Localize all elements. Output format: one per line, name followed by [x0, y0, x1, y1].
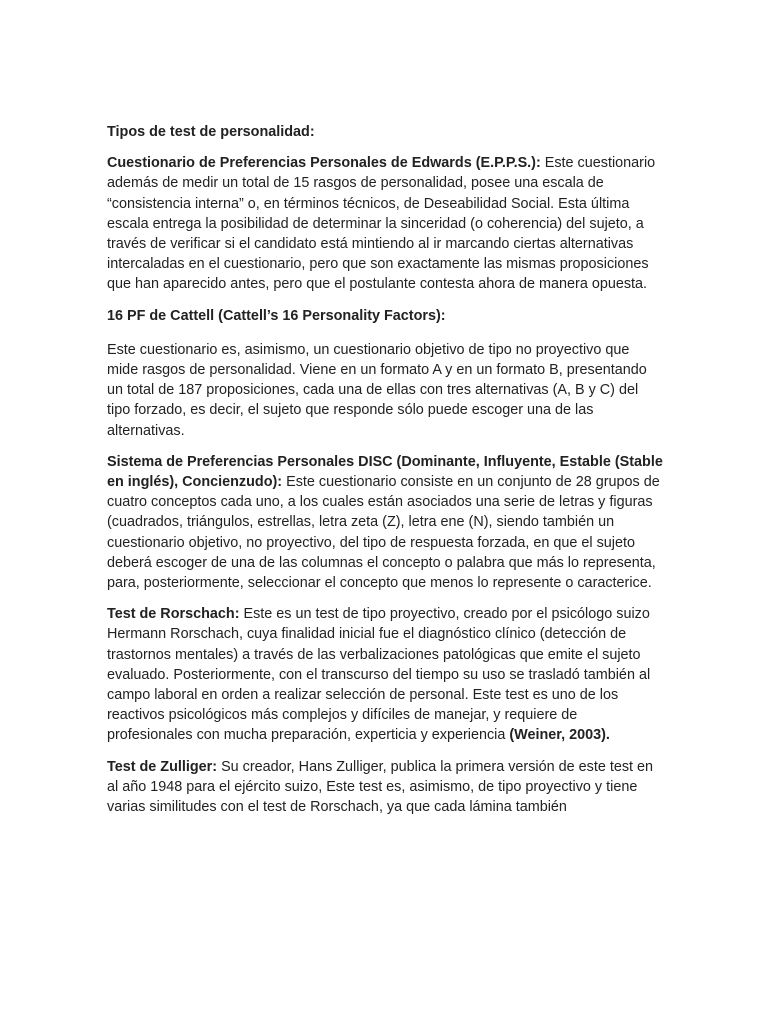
section-edwards: [107, 153, 663, 294]
document-title: Tipos de test de personalidad:: [107, 124, 315, 140]
section-edwards-lead: Cuestionario de Preferencias Personales de Edwards (E.P.P.S.):: [107, 155, 541, 172]
section-cattell-heading: 16 PF de Cattell (Cattell’s 16 Personality Factors):: [107, 307, 446, 324]
section-disc: [107, 452, 663, 593]
section-rorschach: [107, 604, 663, 745]
section-rorschach-lead: Test de Rorschach:: [107, 606, 240, 623]
section-edwards-body: Este cuestionario además de medir un total de 15 rasgos de personalidad, posee una escala de “consistencia interna” o, en términos técnicos, de Deseabilidad Social. Esta última escala entrega la posibilidad de determinar la sinceridad (o coherencia) del sujeto, a través de verificar si el candidato está mintiendo al ir marcando ciertas alternativas intercaladas en el cuestionario, pero que son exactamente las mismas proposiciones que han aparecido antes, pero que el postulante contesta ahora de manera opuesta.: [107, 155, 656, 293]
section-disc-lead: Sistema de Preferencias Personales DISC (Dominante, Influyente, Estable (Stable en inglés), Concienzudo):: [107, 453, 663, 491]
section-cattell-body: Este cuestionario es, asimismo, un cuestionario objetivo de tipo no proyectivo que mide rasgos de personalidad. Viene en un formato A y en un formato B, presentando un total de 187 proposiciones, cada una de ellas con tres alternativas (A, B y C) del tipo forzado, es decir, el sujeto que responde sólo puede escoger una de las alternativas.: [107, 341, 647, 439]
section-disc-body: Este cuestionario consiste en un conjunto de 28 grupos de cuatro conceptos cada uno, a los cuales están asociados una serie de letras y figuras (cuadrados, triángulos, estrellas, letra zeta (Z), letra ene (N), siendo también un cuestionario objetivo, no proyectivo, del tipo de respuesta forzada, en que el sujeto deberá escoger de una de las columnas el concepto o palabra que más lo representa, para, posteriormente, seleccionar el concepto que menos lo represente o caracterice.: [107, 474, 660, 592]
section-zulliger: [107, 757, 663, 818]
document-page: [107, 122, 663, 828]
section-rorschach-citation: (Weiner, 2003).: [509, 727, 610, 744]
section-zulliger-lead: Test de Zulliger:: [107, 758, 218, 775]
section-zulliger-body: Su creador, Hans Zulliger, publica la primera versión de este test en al año 1948 para el ejército suizo, Este test es, asimismo, de tipo proyectivo y tiene varias similitudes con el test de Rorschach, ya que cada lámina también: [107, 758, 654, 816]
section-rorschach-body: Este es un test de tipo proyectivo, creado por el psicólogo suizo Hermann Rorschach, cuya finalidad inicial fue el diagnóstico clínico (detección de trastornos mentales) a través de las verbalizaciones patológicas que emite el sujeto evaluado. Posteriormente, con el transcurso del tiempo su uso se trasladó también al campo laboral en orden a realizar selección de personal. Este test es uno de los reactivos psicológicos más complejos y difíciles de manejar, y requiere de profesionales con mucha preparación, experticia y experiencia: [107, 606, 651, 744]
